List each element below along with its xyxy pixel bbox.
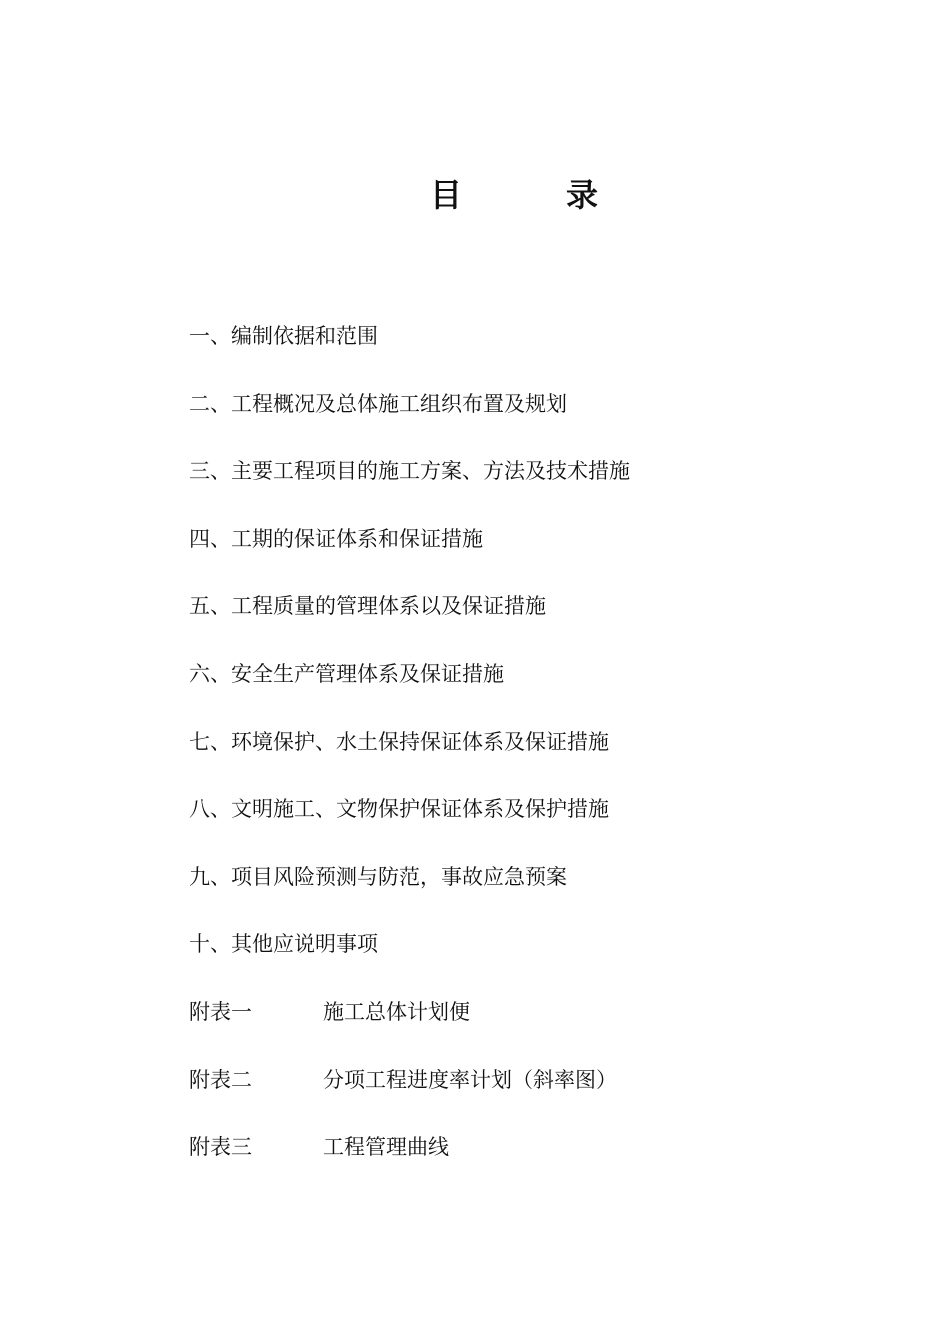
appendix-text: 施工总体计划便 [323, 999, 470, 1024]
appendix-label: 附表二 [189, 1067, 252, 1092]
appendix-label: 附表一 [189, 999, 252, 1024]
toc-item-9: 九、项目风险预测与防范，事故应急预案 [189, 864, 567, 889]
toc-title [0, 170, 950, 220]
appendix-text: 分项工程进度率计划（斜率图） [323, 1067, 617, 1092]
toc-title-char-2: 录 [566, 176, 599, 214]
toc-item-2: 二、工程概况及总体施工组织布置及规划 [189, 391, 567, 416]
toc-item-6: 六、安全生产管理体系及保证措施 [189, 661, 504, 686]
toc-appendix-1 [189, 994, 889, 1062]
toc-item-1: 一、编制依据和范围 [189, 324, 378, 348]
toc-item-5: 五、工程质量的管理体系以及保证措施 [189, 594, 546, 619]
toc-appendix-3 [189, 1129, 889, 1197]
toc-title-char-1: 目 [430, 176, 463, 214]
appendix-label: 附表三 [189, 1135, 252, 1160]
appendix-text: 工程管理曲线 [323, 1135, 449, 1160]
toc-item-10: 十、其他应说明事项 [189, 932, 378, 957]
toc-item-4: 四、工期的保证体系和保证措施 [189, 526, 483, 551]
toc-item-7: 七、环境保护、水土保持保证体系及保证措施 [189, 729, 609, 754]
toc-item-3: 三、主要工程项目的施工方案、方法及技术措施 [189, 459, 630, 484]
toc-list [189, 318, 889, 1197]
toc-appendix-2 [189, 1062, 889, 1130]
toc-item-8: 八、文明施工、文物保护保证体系及保护措施 [189, 797, 609, 822]
